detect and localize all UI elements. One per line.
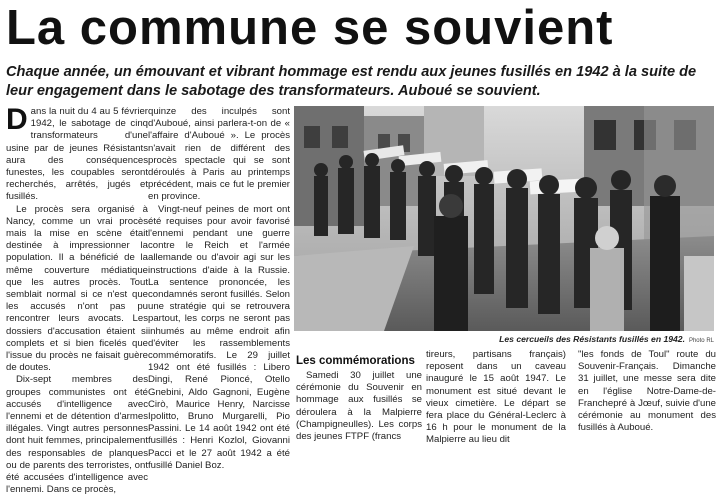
article-column-3: [296, 354, 422, 443]
caption-text: Les cercueils des Résistants fusillés en 1942.: [499, 334, 685, 344]
paragraph: [6, 103, 148, 204]
article-column-5: [578, 349, 716, 443]
article-column-2: [148, 106, 290, 471]
paragraph: tireurs, partisans français) reposent dans un caveau inauguré le 15 août 1947. Le monument est situé devant le vieux cimetière. Le départ se fera place du Général-Leclerc à 16 h pour le monument de la Malpierre au lieu dit: [426, 349, 566, 446]
photo-caption: [294, 333, 714, 345]
paragraph: Vingt-neuf peines de mort ont été requises pour avoir favorisé l'ennemi pendant une guerre contre le Reich et l'armée allemande ou d'avoir agi sur les instructions d'aide à la Russie. La sentence prononcée, les condamnés seront fusillés. Selon une stratégie qui se retrouvera partout, les corps ne seront pas inhumés au même endroit afin d'éviter les rassemblements commémoratifs. Le 29 juillet 1942 ont été fusillés : Libero Dingi, René Pioncé, Otello Gnebini, Aldo Gagnoni, Eugène Cirò, Maurice Henry, Narcisse Ipolitto, Bruno Murgarelli, Pio Passini. Le 14 août 1942 ont été fusillés : Henri Kozlol, Giovanni Pacci et le 27 août 1942 a été fusillé Daniel Boz.: [148, 203, 290, 471]
paragraph-text: ans la nuit du 4 au 5 février 1942, le sabotage de cinq transformateurs d'une usine par de jeunes Résistants aura des conséquences funestes, les coupables seront recherchés, arrêtés, jugés et fusillés.: [6, 106, 148, 203]
photo-illustration: [294, 106, 714, 331]
paragraph: "les fonds de Toul" route du Souvenir-Français. Dimanche 31 juillet, une messe sera dite en l'église Notre-Dame-de-Franchepré à Jœuf, suivie d'une cérémonie au monument des fusillés à Auboué.: [578, 349, 716, 434]
subheading: Les commémorations: [296, 355, 415, 367]
article-column-4: [426, 349, 566, 446]
article-column-1: [6, 103, 148, 496]
paragraph: quinze des inculpés sont d'Auboué, ainsi parlera-t-on de « l'affaire d'Auboué ». Le procès n'avait rien de différent des procès spectacle qui se sont déroulés à Paris au printemps précédent, mais ce fut le premier en province.: [148, 106, 290, 203]
paragraph: Le procès sera organisé à Nancy, comme un vrai procès mais la mise en scène était destinée à impressionner la population. Il a bénéficié de la même couverture médiatique que les autres procès. Tout semblait normal si ce n'est que les accusés n'ont pas pu rencontrer leurs avocats. Les dossiers d'accusation étaient si complets et si bien ficelés que l'issue du procès ne faisait guère de doutes.: [6, 203, 148, 374]
funeral-procession-photo: [294, 106, 714, 331]
lede: Chaque année, un émouvant et vibrant hommage est rendu aux jeunes fusillés en 1942 à la suite de leur engagement dans le sabotage des transformateurs. Auboué se souvient.: [6, 64, 697, 99]
paragraph: Samedi 30 juillet une cérémonie du Souvenir en hommage aux fusillés se déroulera à la Malpierre (Champigneulles). Les corps des jeunes FTPF (francs: [296, 370, 422, 443]
paragraph: Dix-sept membres des groupes communistes ont été accusés d'intelligence avec l'ennemi et de détention d'armes illégales. Vingt autres personnes dont huit femmes, principalement des responsables de planques ou de parents des terroristes, ont été accusées d'intelligence avec l'ennemi. Dans ce procès,: [6, 374, 148, 496]
photo-credit: Photo RL: [688, 338, 714, 344]
drop-cap: D: [6, 103, 28, 136]
headline: La commune se souvient: [6, 1, 614, 55]
